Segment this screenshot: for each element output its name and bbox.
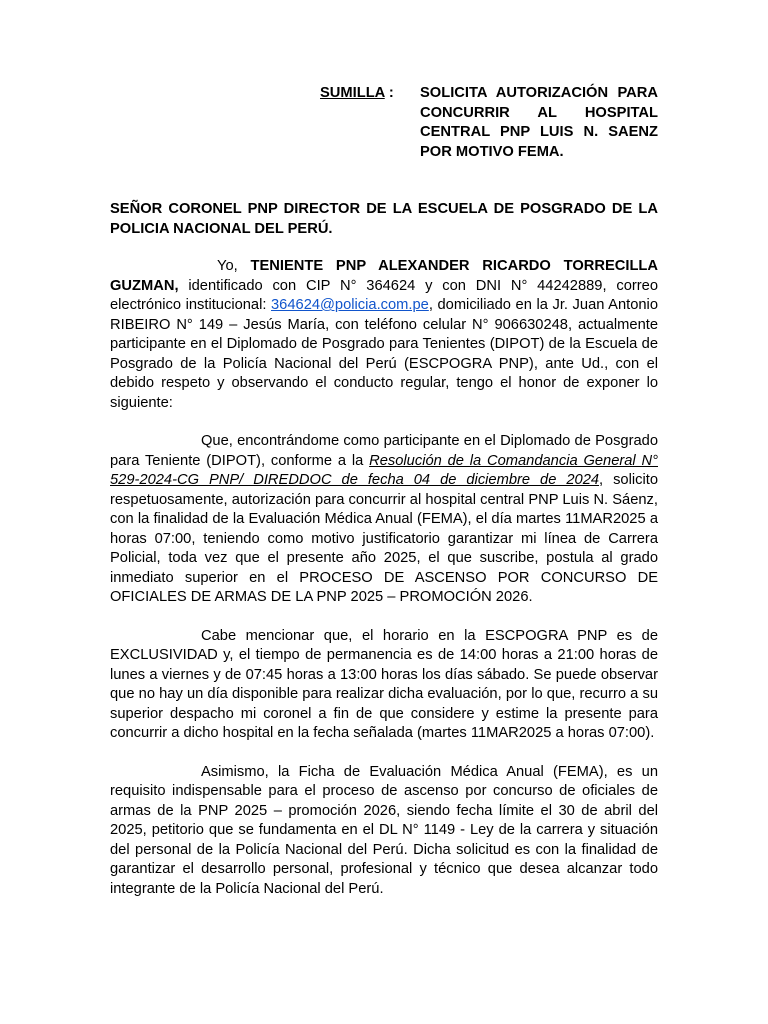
document-page [110, 84, 658, 899]
addressee: SEÑOR CORONEL PNP DIRECTOR DE LA ESCUELA DE POSGRADO DE LA POLICIA NACIONAL DEL PERÚ. [110, 201, 658, 237]
paragraph-2: Cabe mencionar que, el horario en la ESCPOGRA PNP es de EXCLUSIVIDAD y, el tiempo de permanencia es de 14:00 horas a 21:00 horas de lunes a viernes y de 07:45 horas a 13:00 horas los días sábado. Se puede observar que no hay un día disponible para realizar dicha evaluación, por lo que, recurro a su superior despacho mi coronel a fin de que considere y estime la presente para concurrir a dicho hospital en la fecha señalada (martes 11MAR2025 a horas 07:00). [110, 627, 658, 741]
paragraph-3: Asimismo, la Ficha de Evaluación Médica Anual (FEMA), es un requisito indispensable para el proceso de ascenso por concurso de oficiales de armas de la PNP 2025 – promoción 2026, siendo fecha límite el 30 de abril del 2025, petitorio que se fundamenta en el DL N° 1149 - Ley de la carrera y situación del personal de la Policía Nacional del Perú. Dicha solicitud es con la finalidad de garantizar el desarrollo personal, profesional y técnico que desea alcanzar todo integrante de la Policía Nacional del Perú. [110, 763, 658, 897]
resolution-reference: Resolución de la Comandancia General N° 529-2024-CG PNP/ DIREDDOC de fecha 04 de diciembre de 2024 [110, 452, 658, 488]
intro-part2: , domiciliado en la Jr. Juan Antonio RIBEIRO N° 149 – Jesús María, con teléfono celular N° 906630248, actualmente participante en el Diplomado de Posgrado para Tenientes (DIPOT) de la Escuela de Posgrado de la Policía Nacional del Perú (ESCPOGRA PNP), ante Ud., con el debido respeto y observando el conducto regular, tengo el honor de exponer lo siguiente: [110, 297, 658, 411]
paragraph-1 [110, 432, 658, 608]
intro-part1: identificado con CIP N° 364624 y con DNI N° 44242889, correo electrónico institucional: [110, 277, 658, 313]
sumilla-colon: : [384, 85, 394, 101]
intro-paragraph [110, 257, 658, 413]
applicant-name: TENIENTE PNP ALEXANDER RICARDO TORRECILLA GUZMAN, [110, 258, 659, 294]
para1-part1: Que, encontrándome como participante en el Diplomado de Posgrado para Teniente (DIPOT), conforme a la [110, 433, 658, 469]
sumilla-label-text: SUMILLA [320, 85, 385, 101]
email-link[interactable]: 364624@policia.com.pe [271, 297, 429, 313]
sumilla-block [320, 84, 658, 162]
sumilla-label [320, 84, 420, 162]
intro-lead: Yo, [217, 258, 251, 274]
sumilla-text: SOLICITA AUTORIZACIÓN PARA CONCURRIR AL HOSPITAL CENTRAL PNP LUIS N. SAENZ POR MOTIVO FEMA. [420, 85, 658, 160]
para1-part2: , solicito respetuosamente, autorización para concurrir al hospital central PNP Luis N. Sáenz, con la finalidad de la Evaluación Médica Anual (FEMA), el día martes 11MAR2025 a horas 07:00, teniendo como motivo justificatorio garantizar mi línea de Carrera Policial, toda vez que el presente año 2025, el que suscribe, postula al grado inmediato superior en el PROCESO DE ASCENSO POR CONCURSO DE OFICIALES DE ARMAS DE LA PNP 2025 – PROMOCIÓN 2026. [110, 472, 658, 605]
